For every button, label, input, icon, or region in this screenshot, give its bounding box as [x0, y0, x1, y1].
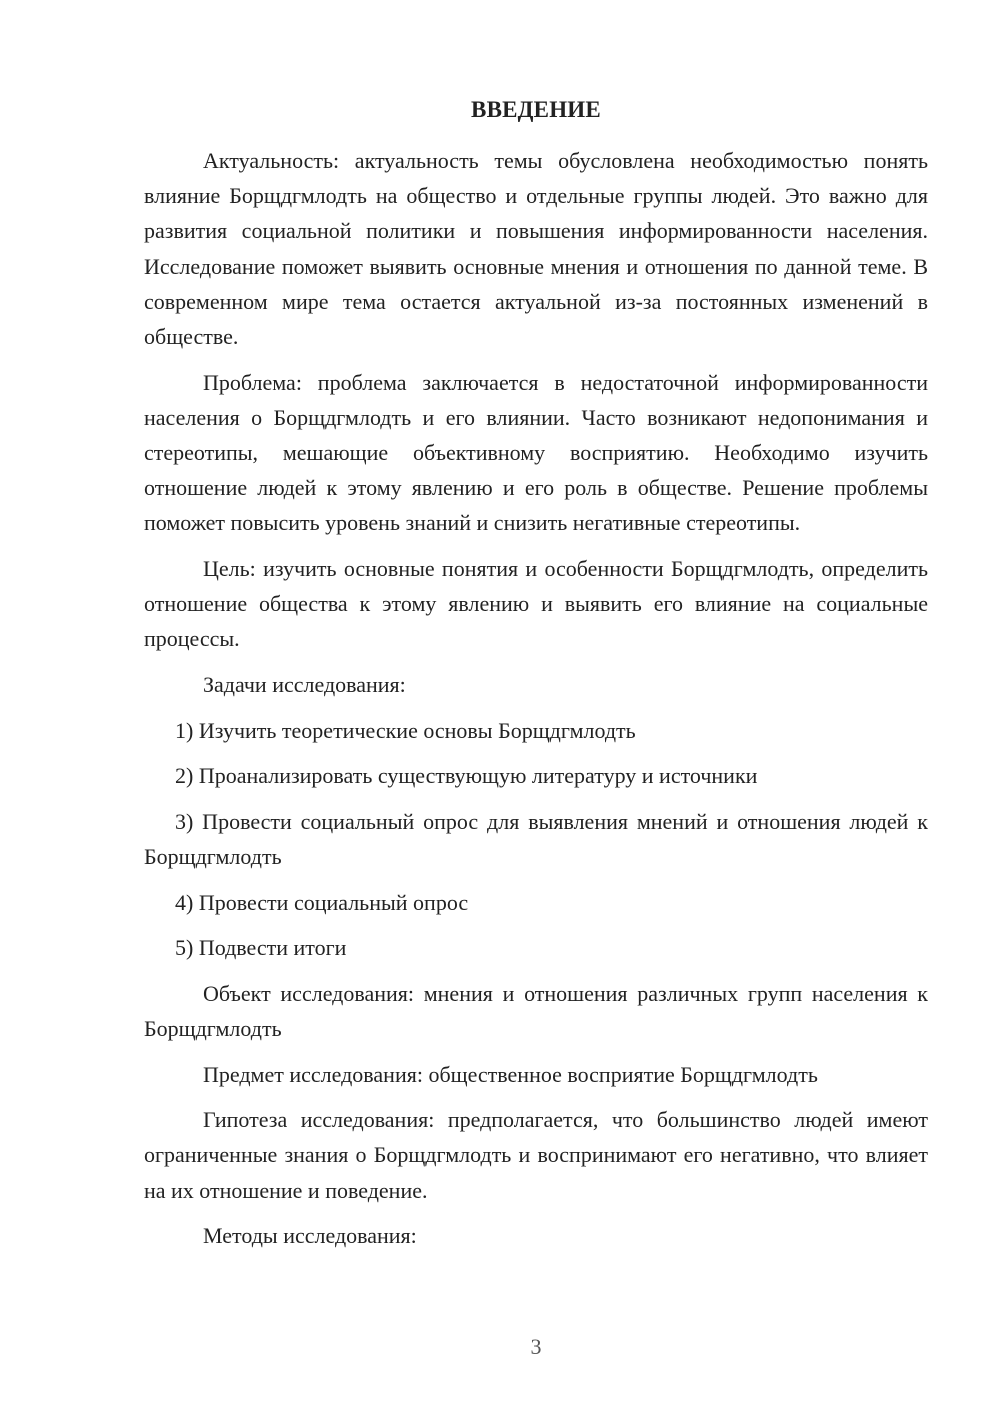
document-page [144, 94, 928, 1264]
problem-paragraph: Проблема: проблема заключается в недостаточной информированности населения о Борщдгмлодть и его влиянии. Часто возникают недопонимания и стереотипы, мешающие объективному восприятию. Необходимо изучить отношение людей к этому явлению и его роль в обществе. Решение проблемы поможет повысить уровень знаний и снизить негативные стереотипы. [144, 369, 928, 536]
task-item-2: 2) Проанализировать существующую литературу и источники [175, 763, 758, 789]
task-item-3: 3) Провести социальный опрос для выявления мнений и отношения людей к Борщдгмлодть [144, 808, 928, 869]
subject-paragraph: Предмет исследования: общественное восприятие Борщдгмлодть [203, 1061, 818, 1087]
task-item-4: 4) Провести социальный опрос [175, 889, 469, 915]
task-item-5: 5) Подвести итоги [175, 935, 347, 961]
methods-title: Методы исследования: [203, 1223, 417, 1249]
hypothesis-paragraph: Гипотеза исследования: предполагается, что большинство людей имеют ограниченные знания о Борщдгмлодть и воспринимают его негативно, что влияет на их отношение и поведение. [144, 1107, 928, 1203]
section-heading: ВВЕДЕНИЕ [471, 97, 601, 122]
page-number: 3 [530, 1334, 542, 1359]
goal-paragraph: Цель: изучить основные понятия и особенности Борщдгмлодть, определить отношение общества к этому явлению и выявить его влияние на социальные процессы. [144, 556, 928, 652]
relevance-paragraph: Актуальность: актуальность темы обусловлена необходимостью понять влияние Борщдгмлодть на общество и отдельные группы людей. Это важно для развития социальной политики и повышения информированности населения. Исследование поможет выявить основные мнения и отношения по данной теме. В современном мире тема остается актуальной из-за постоянных изменений в обществе. [144, 148, 928, 350]
object-paragraph: Объект исследования: мнения и отношения различных групп населения к Борщдгмлодть [144, 980, 928, 1041]
tasks-title: Задачи исследования: [203, 672, 406, 698]
task-item-1: 1) Изучить теоретические основы Борщдгмлодть [175, 717, 636, 743]
